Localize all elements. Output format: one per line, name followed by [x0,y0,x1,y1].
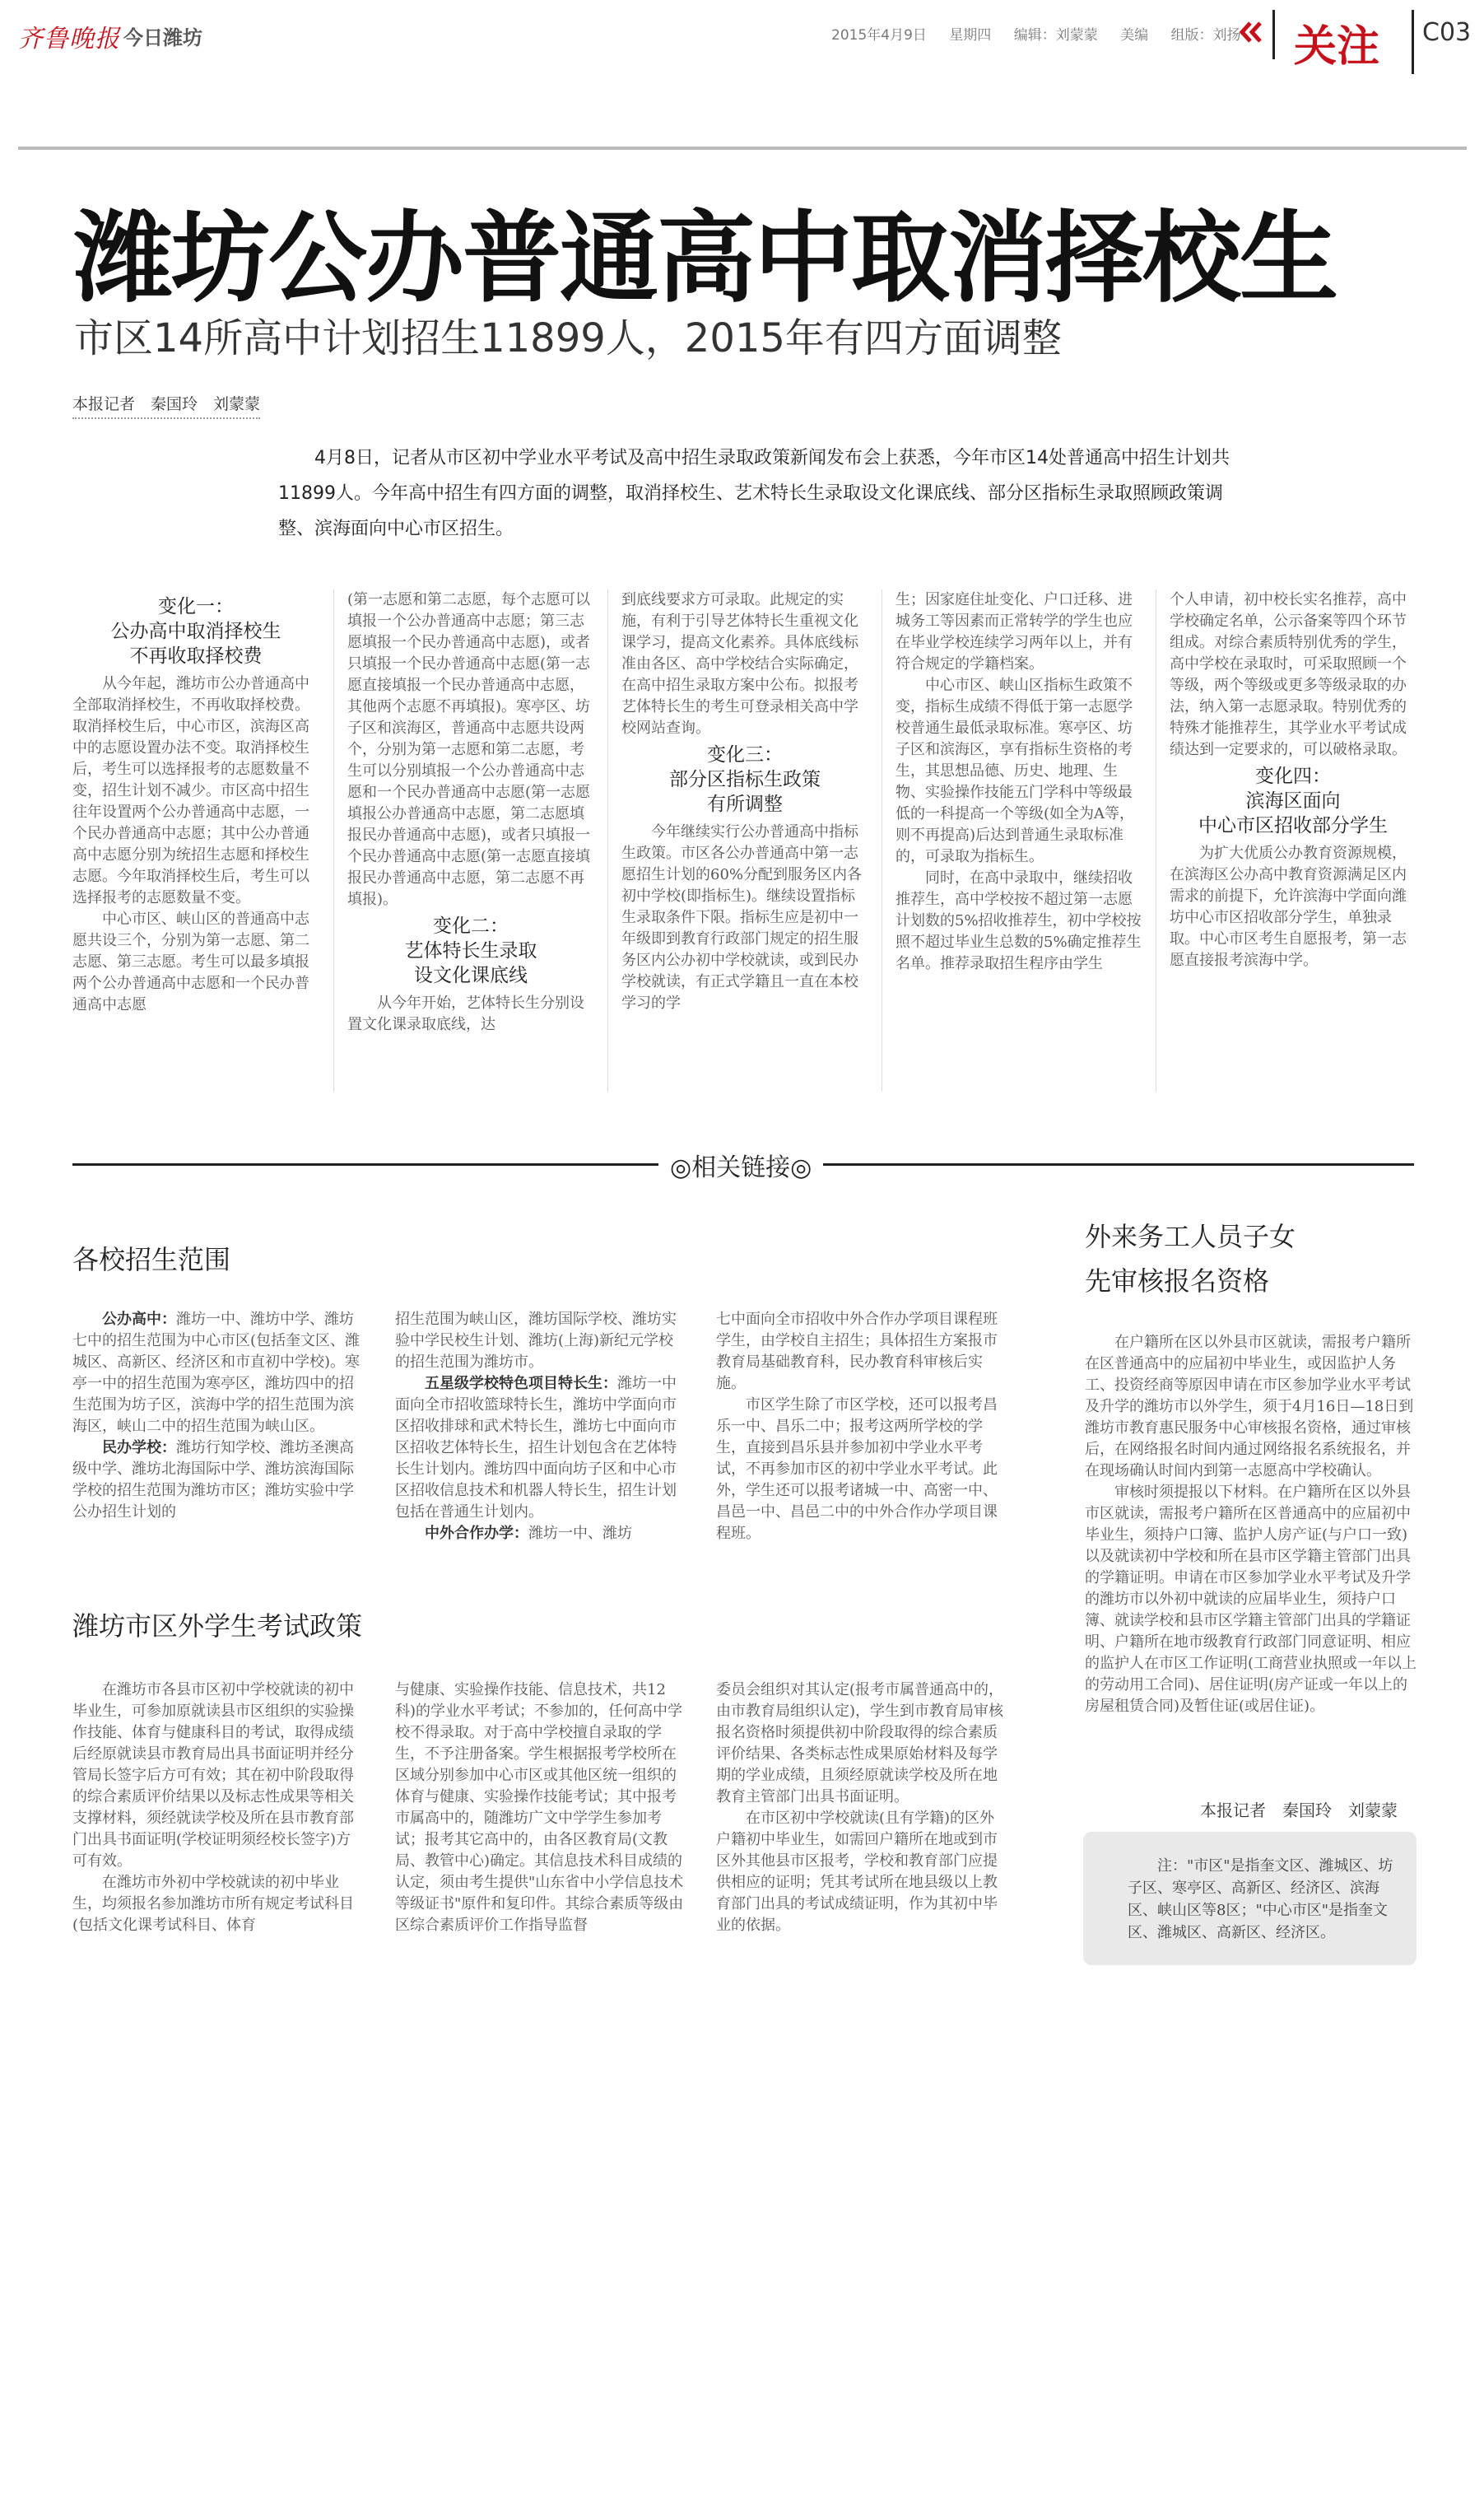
article-column-1 [72,591,319,1016]
editor: 编辑：刘蒙蒙 [1013,27,1098,44]
paragraph: (第一志愿和第二志愿，每个志愿可以填报一个公办普通高中志愿；第三志愿填报一个民办普通高中志愿)，或者只填报一个民办普通高中志愿(第一志愿直接填报一个民办普通高中志愿，其他两个志愿不再填报)。寒亭区、坊子区和滨海区，普通高中志愿共设两个，分别为第一志愿和第二志愿，考生可以分别填报一个公办普通高中志愿和一个民办普通高中志愿(第一志愿填报公办普通高中志愿，第二志愿填报民办普通高中志愿)，或者只填报一个民办普通高中志愿(第一志愿直接填报民办普通高中志愿，第二志愿不再填报)。 [347,591,591,908]
paragraph: 在户籍所在区以外县市区就读，需报考户籍所在区普通高中的应届初中毕业生，或因监护人务工、投资经商等原因申请在市区参加学业水平考试及升学的潍坊市以外学生，须于4月16日—18日到潍坊市教育惠民服务中心审核报名资格，通过审核后，在网络报名时间内通过网络报名系统报名，并在现场确认时间内到第一志愿高中学校确认。 [1085,1334,1414,1479]
nonlocal-section-title: 潍坊市区外学生考试政策 [72,1610,363,1642]
byline-secondary: 本报记者 秦国玲 刘蒙蒙 [1200,1801,1398,1820]
schools-column-2 [395,1309,685,1544]
paragraph: 从今年起，潍坊市公办普通高中全部取消择校生，不再收取择校费。取消择校生后，中心市区，滨海区高中的志愿设置办法不变。取消择校生后，考生可以选择报考的志愿数量不变，招生计划不减少。市区高中招生往年设置两个公办普通高中志愿，一个民办普通高中志愿；其中公办普通高中志愿分别为统招生志愿和择校生志愿。今年取消择校生后，考生可以选择报考的志愿数量不变。 [72,675,309,906]
layout-editor: 组版：刘扬 [1170,27,1241,44]
paragraph: 今年继续实行公办普通高中指标生政策。市区各公办普通高中第一志愿招生计划的60%分配到服务区内各初中学校(即指标生)。继续设置指标生录取条件下限。指标生应是初中一年级即到教育行政部门规定的招生服务区内公办初中学校就读，或到民办学校就读，有正式学籍且一直在本校学习的学 [621,823,863,1012]
change-3-heading: 变化三： 部分区指标生政策 有所调整 [669,744,821,815]
label-joint-programs: 中外合作办学： [425,1525,528,1542]
paragraph: 个人申请，初中校长实名推荐，高中学校确定名单，公示备案等四个环节组成。对综合素质特别优秀的学生，高中学校在录取时，可采取照顾一个等级，两个等级或更多等级录取的办法，纳入第一志愿录取。特别优秀的特殊才能推荐生，其学业水平考试成绩达到一定要求的，可以破格录取。 [1170,591,1407,758]
migrant-section-title: 外来务工人员子女 先审核报名资格 [1085,1221,1296,1297]
header-rule [18,147,1467,150]
label-five-star-schools: 五星级学校特色项目特长生： [425,1375,617,1392]
double-chevron-left-icon [1239,20,1263,44]
text: 潍坊一中、潍坊中学、潍坊七中的招生范围为中心市区(包括奎文区、潍城区、高新区、经济区和市直初中学校)。寒亭一中的招生范围为寒亭区，潍坊四中的招生范围为坊子区，滨海中学的招生范围为滨海区，峡山二中的招生范围为峡山区。 [72,1311,361,1435]
nonlocal-column-3 [716,1679,1006,1936]
paragraph: 在市区初中学校就读(且有学籍)的区外户籍初中毕业生，如需回户籍所在地或到市区外其他县市区报考，学校和教育部门应提供相应的证明；凭其考试所在地县级以上教育部门出具的考试成绩证明，作为其初中毕业的依据。 [716,1810,998,1934]
migrant-column [1085,1332,1418,1717]
schools-column-1 [72,1309,362,1523]
paragraph: 到底线要求方可录取。此规定的实施，有利于引导艺体特长生重视文化课学习，提高文化素养。具体底线标准由各区、高中学校结合实际确定，在高中招生录取方案中公布。拟报考艺体特长生的考生可登录相关高中学校网站查询。 [621,591,858,737]
paragraph: 同时，在高中录取中，继续招收推荐生，高中学校按不超过第一志愿计划数的5%招收推荐生，初中学校按照不超过毕业生总数的5%确定推荐生名单。推荐录取招生程序由学生 [896,869,1142,972]
subheadline: 市区14所高中计划招生11899人，2015年有四方面调整 [74,315,1062,361]
header-divider [1412,10,1414,74]
paragraph: 中心市区、峡山区的普通高中志愿共设三个，分别为第一志愿、第二志愿、第三志愿。考生可以最多填报两个公办普通高中志愿和一个民办普通高中志愿 [72,911,309,1013]
change-1-heading: 变化一： 公办高中取消择校生 不再收取择校费 [110,596,281,667]
paragraph: 在潍坊市外初中学校就读的初中毕业生，均须报名参加潍坊市所有规定考试科目(包括文化课考试科目、体育 [72,1874,354,1934]
paragraph: 生；因家庭住址变化、户口迁移、进城务工等因素而正常转学的学生也应在毕业学校连续学习两年以上，并有符合规定的学籍档案。 [896,591,1133,673]
lead-text: 4月8日，记者从市区初中学业水平考试及高中招生录取政策新闻发布会上获悉，今年市区14处普通高中招生计划共11899人。今年高中招生有四方面的调整，取消择校生、艺术特长生录取设文化课底线、部分区指标生录取照顾政策调整、滨海面向中心市区招生。 [278,448,1230,539]
issue-date: 2015年4月9日 [831,27,927,44]
change-2-heading: 变化二： 艺体特长生录取 设文化课底线 [404,915,537,986]
article-column-3 [621,589,868,1014]
section-name: 今日潍坊 [123,26,202,49]
note-text [1128,1855,1399,1944]
note-paragraph: 注："市区"是指奎文区、潍城区、坊子区、寒亭区、高新区、经济区、滨海区、峡山区等8区；"中心市区"是指奎文区、潍城区、高新区、经济区。 [1128,1857,1393,1941]
nonlocal-column-1 [72,1679,362,1936]
paragraph: 在潍坊市各县市区初中学校就读的初中毕业生，可参加原就读县市区组织的实验操作技能、体育与健康科目的考试，取得成绩后经原就读县市教育局出具书面证明并经分管局长签字后方可有效；其在初中阶段取得的综合素质评价结果以及标志性成果等相关支撑材料，须经就读学校及所在县市教育部门出具书面证明(学校证明须经校长签字)方可有效。 [72,1681,354,1870]
change-4-heading: 变化四： 滨海区面向 中心市区招收部分学生 [1198,766,1388,836]
weekday: 星期四 [949,27,992,44]
byline: 本报记者 秦国玲 刘蒙蒙 [72,392,260,419]
lead-paragraph [278,440,1249,547]
column-divider [607,589,608,1092]
article-column-5 [1170,589,1417,971]
paragraph: 招生范围为峡山区，潍坊国际学校、潍坊实验中学民校生计划、潍坊(上海)新纪元学校的招生范围为潍坊市。 [395,1311,677,1371]
paragraph: 从今年开始，艺体特长生分别设置文化课录取底线，达 [347,995,584,1033]
headline: 潍坊公办普通高中取消择校生 [74,202,1337,316]
label-private-schools: 民办学校： [102,1439,176,1456]
label-public-schools: 公办高中： [102,1311,176,1328]
newspaper-logo: 齐鲁晚报 [18,25,120,54]
text: 潍坊行知学校、潍坊圣澳高级中学、潍坊北海国际中学、潍坊滨海国际学校的招生范围为潍坊市区；潍坊实验中学公办招生计划的 [72,1439,354,1521]
paragraph: 七中面向全市招收中外合作办学项目课程班学生，由学校自主招生；具体招生方案报市教育局基础教育科，民办教育科审核后实施。 [716,1311,998,1392]
paragraph: 委员会组织对其认定(报考市属普通高中的，由市教育局组织认定)，学生到市教育局审核报名资格时须提供初中阶段取得的综合素质评价结果、各类标志性成果原始材料及每学期的学业成绩，且须经原就读学校及所在地教育主管部门出具书面证明。 [716,1681,1004,1805]
schools-section-title: 各校招生范围 [72,1244,231,1275]
paragraph: 审核时须提报以下材料。在户籍所在区以外县市区就读，需报考户籍所在区普通高中的应届初中毕业生，须持户口簿、监护人房产证(与户口一致)以及就读初中学校和所在县市区学籍主管部门出具的学籍证明。申请在市区参加学业水平考试及升学的潍坊市以外初中就读的应届毕业生，须持户口簿、就读学校和县市区学籍主管部门出具的学籍证明、户籍所在地市级教育行政部门同意证明、相应的监护人在市区工作证明(工商营业执照或一年以上的劳动用工合同)、居住证明(房产证或一年以上的房屋租赁合同)及暂住证(或居住证)。 [1085,1484,1417,1715]
paragraph: 市区学生除了市区学校，还可以报考昌乐一中、昌乐二中；报考这两所学校的学生，直接到昌乐县并参加初中学业水平考试，不再参加市区的初中学业水平考试。此外，学生还可以报考诸城一中、高密一中、昌邑一中、昌邑二中的中外合作办学项目课程班。 [716,1396,998,1542]
page-number: C03 [1422,18,1472,47]
art-editor: 美编 [1120,27,1149,44]
nonlocal-column-2 [395,1679,685,1936]
header-meta [831,23,1259,44]
schools-column-3 [716,1309,1006,1544]
article-column-2 [347,589,594,1036]
text: 潍坊一中面向全市招收篮球特长生，潍坊中学面向市区招收排球和武术特长生，潍坊七中面向市区招收艺体特长生，招生计划包含在艺体特长生计划内。潍坊四中面向坊子区和中心市区招收信息技术和机器人特长生，招生计划包括在普通生计划内。 [395,1375,677,1521]
paragraph: 与健康、实验操作技能、信息技术，共12科)的学业水平考试；不参加的，任何高中学校不得录取。对于高中学校擅自录取的学生，不予注册备案。学生根据报考学校所在区域分别参加中心市区或其他区统一组织的体育与健康、实验操作技能考试；其中报考市属高中的，随潍坊广文中学学生参加考试；报考其它高中的，由各区教育局(文教局、教管中心)确定。其信息技术科目成绩的认定，须由考生提供"山东省中小学信息技术等级证书"原件和复印件。其综合素质等级由区综合素质评价工作指导监督 [395,1681,684,1934]
text: 潍坊一中、潍坊 [528,1525,632,1542]
page-topic: 关注 [1294,22,1380,72]
column-divider [333,589,334,1092]
paragraph: 为扩大优质公办教育资源规模，在滨海区公办高中教育资源满足区内需求的前提下，允许滨海中学面向潍坊中心市区招收部分学生，单独录取。中心市区考生自愿报考，第一志愿直接报考滨海中学。 [1170,845,1407,969]
article-column-4 [896,589,1142,975]
related-links-label: ◎相关链接◎ [658,1147,823,1183]
paragraph: 中心市区、峡山区指标生政策不变，指标生成绩不得低于第一志愿学校普通生最低录取标准。寒亭区、坊子区和滨海区，享有指标生资格的考生，其思想品德、历史、地理、生物、实验操作技能五门学科中等级最低的一科提高一个等级(如全为A等，则不再提高)后达到普通生录取标准的，可录取为指标生。 [896,677,1135,865]
